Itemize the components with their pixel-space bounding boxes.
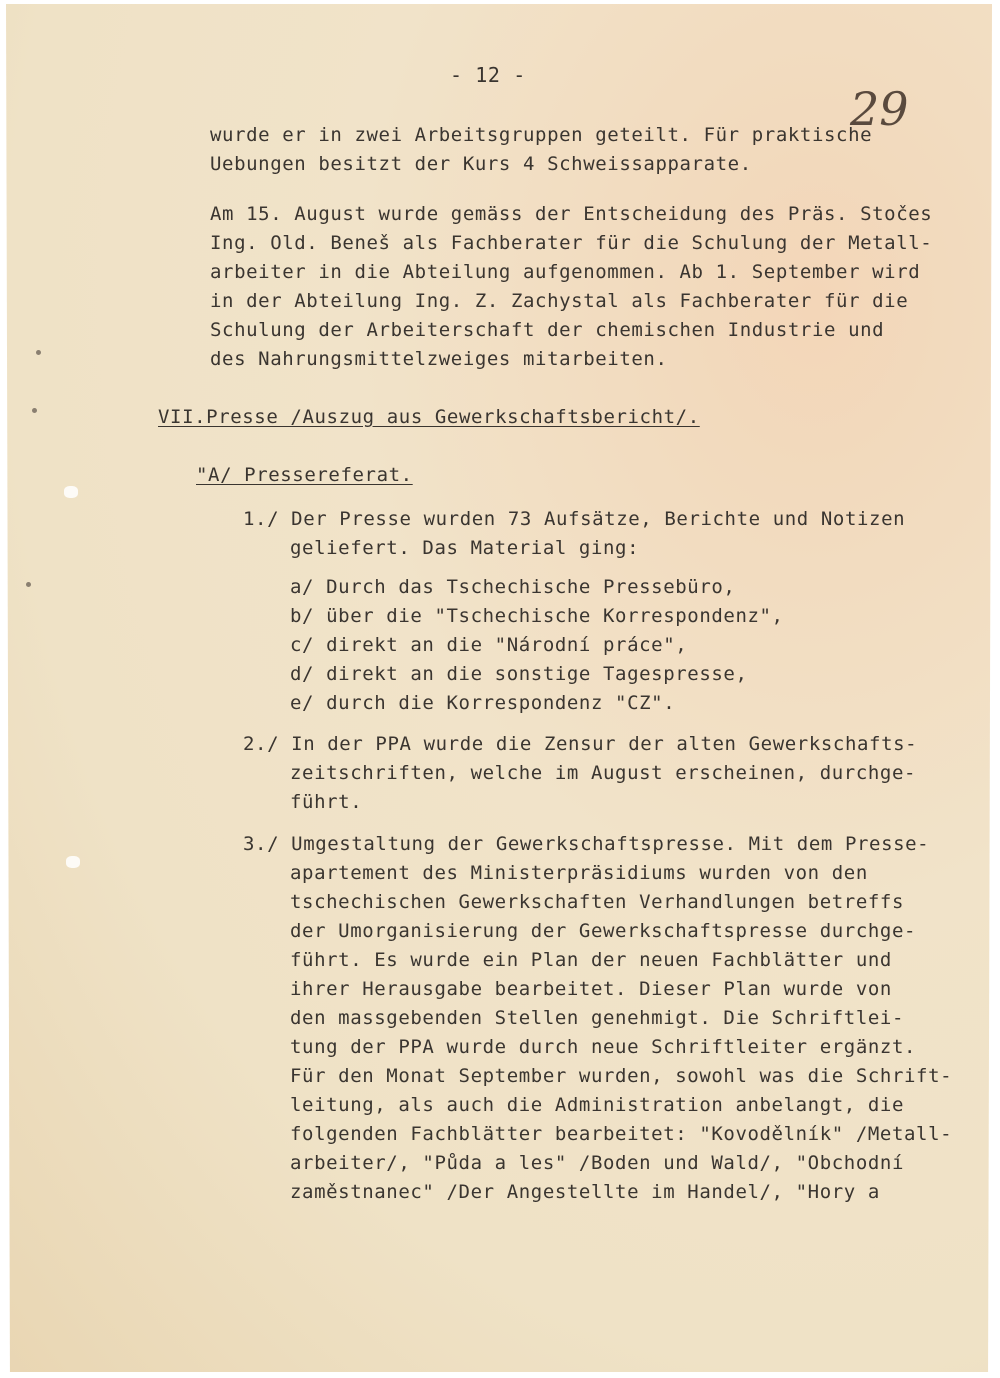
list-item: a/ Durch das Tschechische Pressebüro, <box>290 576 736 598</box>
text-line: leitung, als auch die Administration anbelangt, die <box>290 1094 904 1116</box>
text-line: arbeiter in die Abteilung aufgenommen. Ab 1. September wird <box>210 261 921 283</box>
text-line: Ing. Old. Beneš als Fachberater für die Schulung der Metall- <box>210 232 933 254</box>
text-line: führt. Es wurde ein Plan der neuen Fachblätter und <box>290 949 892 971</box>
punch-hole-mark <box>66 856 80 868</box>
text-line: 3./ Umgestaltung der Gewerkschaftspresse. Mit dem Presse- <box>243 833 930 855</box>
text-line: zaměstnanec" /Der Angestellte im Handel/, "Hory a <box>290 1181 880 1203</box>
text-line: apartement des Ministerpräsidiums wurden von den <box>290 862 868 884</box>
text-line: Für den Monat September wurden, sowohl was die Schrift- <box>290 1065 953 1087</box>
text-line: führt. <box>290 791 363 813</box>
section-heading: VII.Presse /Auszug aus Gewerkschaftsbericht/. <box>158 406 700 428</box>
paper-speck <box>36 350 41 355</box>
text-line: tung der PPA wurde durch neue Schriftleiter ergänzt. <box>290 1036 917 1058</box>
page-number: - 12 - <box>450 63 526 87</box>
text-line: in der Abteilung Ing. Z. Zachystal als Fachberater für die <box>210 290 909 312</box>
list-item: e/ durch die Korrespondenz "CZ". <box>290 692 676 714</box>
text-line: des Nahrungsmittelzweiges mitarbeiten. <box>210 348 668 370</box>
text-line: Schulung der Arbeiterschaft der chemischen Industrie und <box>210 319 885 341</box>
text-line: tschechischen Gewerkschaften Verhandlungen betreffs <box>290 891 904 913</box>
text-line: geliefert. Das Material ging: <box>290 537 640 559</box>
list-item: c/ direkt an die "Národní práce", <box>290 634 688 656</box>
text-line: 1./ Der Presse wurden 73 Aufsätze, Berichte und Notizen <box>243 508 906 530</box>
handwritten-folio-number: 29 <box>850 82 909 136</box>
paper-speck <box>26 582 31 587</box>
text-line: folgenden Fachblätter bearbeitet: "Kovodělník" /Metall- <box>290 1123 953 1145</box>
text-line: den massgebenden Stellen genehmigt. Die Schriftlei- <box>290 1007 904 1029</box>
text-line: der Umorganisierung der Gewerkschaftspresse durchge- <box>290 920 917 942</box>
text-line: arbeiter/, "Půda a les" /Boden und Wald/, "Obchodní <box>290 1152 904 1174</box>
text-line: zeitschriften, welche im August erscheinen, durchge- <box>290 762 917 784</box>
text-line: wurde er in zwei Arbeitsgruppen geteilt. Für praktische <box>210 124 873 146</box>
paper-speck <box>32 408 37 413</box>
list-item: d/ direkt an die sonstige Tagespresse, <box>290 663 748 685</box>
subsection-heading: "A/ Pressereferat. <box>196 464 413 486</box>
list-item: b/ über die "Tschechische Korrespondenz", <box>290 605 784 627</box>
punch-hole-mark <box>64 486 78 498</box>
text-line: 2./ In der PPA wurde die Zensur der alten Gewerkschafts- <box>243 733 918 755</box>
text-line: Am 15. August wurde gemäss der Entscheidung des Präs. Stočes <box>210 203 933 225</box>
text-line: ihrer Herausgabe bearbeitet. Dieser Plan wurde von <box>290 978 892 1000</box>
text-line: Uebungen besitzt der Kurs 4 Schweissapparate. <box>210 153 752 175</box>
